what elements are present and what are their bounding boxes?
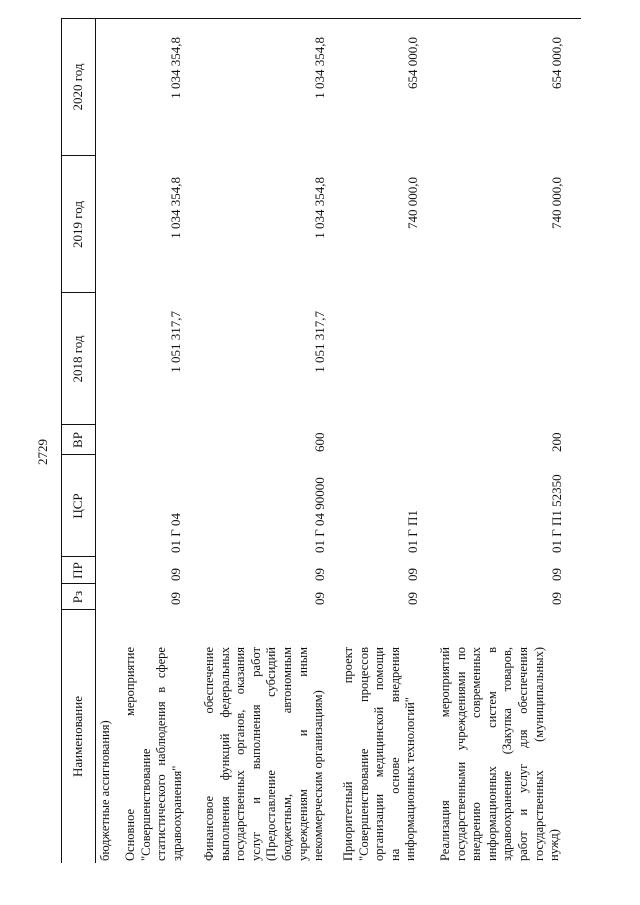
table-right-border	[61, 18, 581, 19]
table-row-4-pr: 09	[549, 568, 564, 581]
table-row-2-pr: 09	[312, 568, 327, 581]
table-row-4-2020: 654 000,0	[549, 37, 564, 89]
header-2019: 2019 год	[70, 201, 85, 248]
table-row-3-name: Приоритетный проект "Совершенствование процессов организации медицинской помощи на основе внедрения информационных технологий"	[341, 647, 418, 861]
table-row-4-name: Реализация мероприятий государственными учреждениями по внедрению современных информационных систем в здравоохранение (Закупка товаров, работ и услуг для обеспечения государственных (муниципальных) нужд)	[438, 647, 562, 861]
table-row-4-vr: 200	[549, 432, 564, 452]
table-row-1-2019: 1 034 354,8	[168, 177, 183, 239]
table-row-3-rz: 09	[405, 592, 420, 605]
table-row-3-2020: 654 000,0	[405, 37, 420, 89]
table-row-1-name: Основное мероприятие "Совершенствование статистического наблюдения в сфере здравоохранения"	[123, 647, 184, 861]
table-row-3-2019: 740 000,0	[405, 177, 420, 229]
header-2018: 2018 год	[70, 335, 85, 383]
table-row-2-vr: 600	[312, 432, 327, 452]
header-vr: ВР	[70, 432, 85, 448]
budget-table	[61, 18, 581, 863]
header-name: Наименование	[70, 696, 85, 777]
table-row-1-csr: 01 Г 04	[168, 512, 183, 553]
table-row-1-2020: 1 034 354,8	[168, 37, 183, 99]
table-row-3-csr: 01 Г П1	[405, 510, 420, 553]
table-row-2-2019: 1 034 354,8	[312, 177, 327, 239]
table-row-1-pr: 09	[168, 568, 183, 581]
table-row-2-2020: 1 034 354,8	[312, 37, 327, 99]
table-row-4-csr: 01 Г П1 52350	[549, 474, 564, 553]
table-row-4-rz: 09	[549, 592, 564, 605]
header-pr: ПР	[70, 562, 85, 579]
table-row-4-2019: 740 000,0	[549, 177, 564, 229]
table-row-3-pr: 09	[405, 568, 420, 581]
table-row-2-2018: 1 051 317,7	[312, 311, 327, 373]
table-row-2-name: Финансовое обеспечение выполнения функций федеральных государственных органов, оказания услуг и выполнения работ (Предоставление субсидий бюджетным, автономным учреждениям и иным некоммерческим организациям)	[202, 647, 326, 861]
table-row-2-rz: 09	[312, 592, 327, 605]
table-row-2-csr: 01 Г 04 90000	[312, 477, 327, 553]
header-csr: ЦСР	[70, 493, 85, 519]
page-number: 2729	[35, 439, 50, 465]
continuation-text: бюджетные ассигнования)	[98, 720, 112, 861]
table-row-1-2018: 1 051 317,7	[168, 311, 183, 373]
header-bottom-border	[95, 18, 96, 863]
table-row-1-rz: 09	[168, 592, 183, 605]
header-2020: 2020 год	[70, 63, 85, 111]
header-rz: Рз	[70, 590, 85, 604]
